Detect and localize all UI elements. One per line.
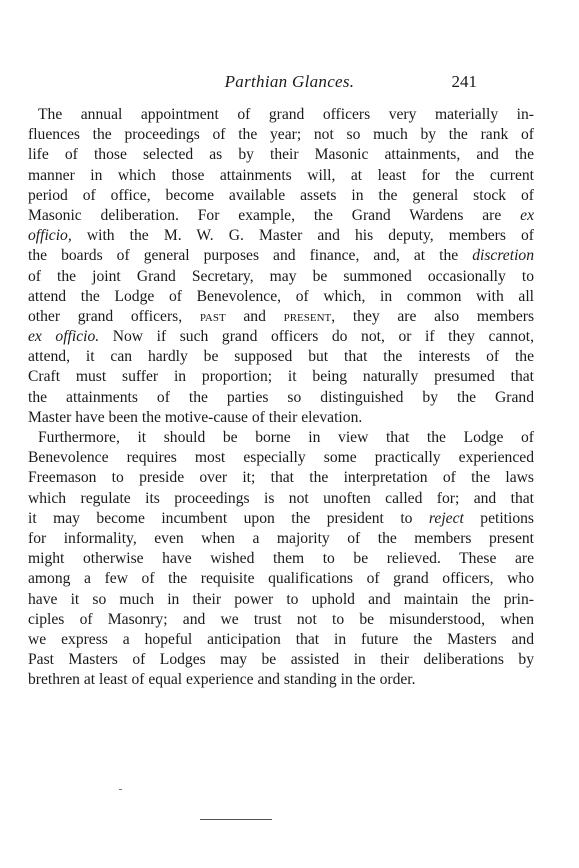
text-run: might otherwise have wished them to be relieved. These are [28, 550, 534, 568]
text-line [28, 367, 534, 387]
text-line [28, 428, 534, 448]
text-run: The annual appointment of grand officers very materially in- [38, 106, 534, 123]
italic-text: officio, [28, 227, 72, 245]
text-run: ciples of Masonry; and we trust not to be misunderstood, when [28, 610, 534, 628]
text-line [28, 347, 534, 367]
text-run: the attainments of the parties so distinguished by the Grand [28, 388, 534, 406]
text-run: life of those selected as by their Masonic attainments, and the [28, 146, 534, 164]
text-run: other grand officers, [28, 307, 200, 325]
text-line [28, 388, 534, 408]
text-run: the boards of general purposes and finance, and, at the [28, 247, 473, 265]
text-run: period of office, become available assets in the general stock of [28, 186, 534, 204]
italic-text: ex [520, 206, 534, 224]
italic-text: discretion [472, 247, 534, 265]
text-line [28, 650, 534, 670]
text-run: have it so much in their power to uphold and maintain the prin- [28, 590, 534, 608]
text-line [28, 509, 534, 529]
text-run: it may become incumbent upon the president to [28, 509, 429, 527]
text-line [28, 125, 534, 145]
text-line [28, 327, 534, 347]
text-run: for informality, even when a majority of the members present [28, 529, 534, 547]
paragraph [28, 105, 534, 428]
text-line [28, 610, 534, 630]
text-line [28, 529, 534, 549]
text-run: Craft must suffer in proportion; it being naturally presumed that [28, 368, 534, 386]
text-line [28, 246, 534, 266]
text-line [28, 408, 534, 428]
text-line [28, 105, 534, 125]
text-line [28, 226, 534, 246]
print-speck [119, 789, 122, 790]
text-line [28, 307, 534, 327]
text-run: manner in which those attainments will, at least for the current [28, 166, 534, 184]
text-run: Masonic deliberation. For example, the Grand Wardens are [28, 206, 521, 224]
paragraph [28, 428, 534, 690]
page-number: 241 [451, 72, 477, 91]
text-run: Benevolence requires most especially some practically experienced [28, 449, 534, 467]
text-run: petitions [463, 509, 534, 527]
text-line [28, 186, 534, 206]
italic-text: ex officio. [28, 328, 100, 346]
italic-text: reject [428, 509, 464, 527]
text-run: Master have been the motive-cause of their elevation. [28, 408, 363, 426]
text-line [28, 468, 534, 488]
running-title: Parthian Glances. [224, 72, 355, 91]
text-line [28, 448, 534, 468]
text-line [28, 670, 534, 690]
text-line [28, 549, 534, 569]
text-run: Furthermore, it should be borne in view that the Lodge of [38, 429, 534, 446]
text-run: attend, it can hardly be supposed but that the interests of the [28, 348, 534, 366]
text-run: fluences the proceedings of the year; not so much by the rank of [28, 126, 534, 144]
text-line [28, 489, 534, 509]
running-head [0, 72, 579, 96]
text-run: Now if such grand officers do not, or if they cannot, [99, 328, 535, 346]
text-line [28, 206, 534, 226]
text-line [28, 630, 534, 650]
text-line [28, 569, 534, 589]
text-run: we express a hopeful anticipation that in future the Masters and [28, 630, 534, 648]
text-run: and [225, 307, 284, 325]
text-run: , they are also members [331, 307, 535, 325]
text-run: brethren at least of equal experience and standing in the order. [28, 671, 416, 689]
text-run: Past Masters of Lodges may be assisted in their deliberations by [28, 651, 534, 669]
small-caps-text: past [199, 307, 226, 325]
small-caps-text: present [283, 307, 332, 325]
text-run: of the joint Grand Secretary, may be summoned occasionally to [28, 267, 534, 285]
text-run: Freemason to preside over it; that the interpretation of the laws [28, 469, 534, 487]
text-line [28, 145, 534, 165]
text-run: attend the Lodge of Benevolence, of which, in common with all [28, 287, 534, 305]
text-line [28, 590, 534, 610]
body-text [28, 105, 534, 690]
text-run: which regulate its proceedings is not unoften called for; and that [28, 489, 534, 507]
text-line [28, 267, 534, 287]
footer-rule [200, 819, 272, 820]
text-run: among a few of the requisite qualifications of grand officers, who [28, 570, 534, 588]
text-run: with the M. W. G. Master and his deputy, members of [71, 227, 534, 245]
text-line [28, 287, 534, 307]
text-line [28, 166, 534, 186]
